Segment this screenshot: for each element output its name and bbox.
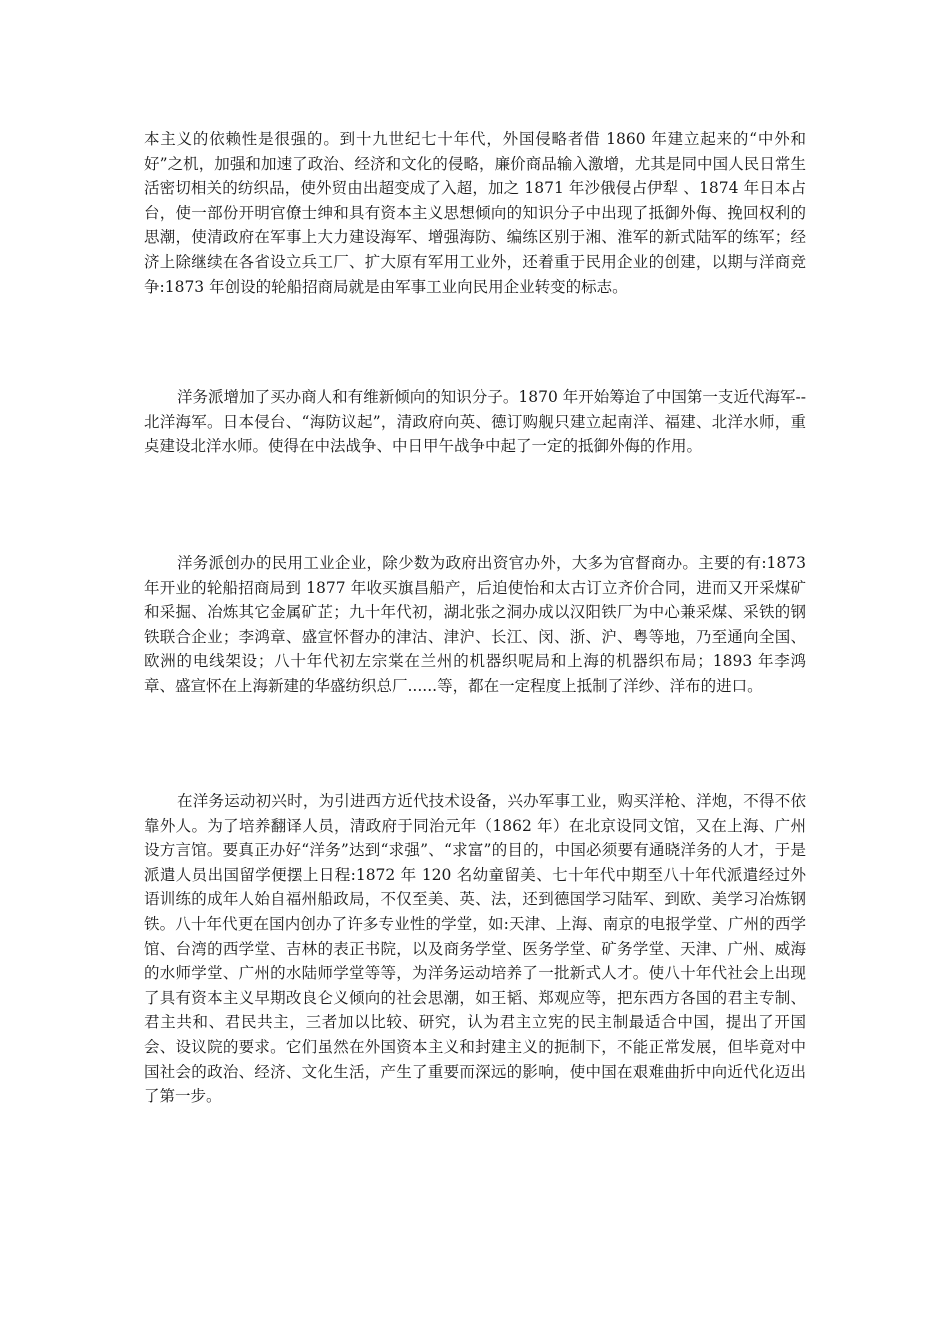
paragraph-civil-industry: 洋务派创办的民用工业企业，除少数为政府出资官办外，大多为官督商办。主要的有:1873 年开业的轮船招商局到 1877 年收买旗昌船产，后迫使怡和太古订立齐价合同，进而又开采煤矿和采掘、冶炼其它金属矿芷；九十年代初，湖北张之洞办成以汉阳铁厂为中心兼采煤、采铁的钢铁联合企业；李鸿章、盛宣怀督办的津沽、津沪、长江、闵、浙、沪、粤等地，乃至通向全国、欧洲的电线架设；八十年代初左宗棠在兰州的机器织呢局和上海的机器织布局；1893 年李鸿章、盛宣怀在上海新建的华盛纺织总厂......等，都在一定程度上抵制了洋纱、洋布的进口。	[144, 554, 806, 695]
paragraph-navy: 洋务派增加了买办商人和有维新倾向的知识分子。1870 年开始筹迨了中国第一支近代海军--北洋海军。日本侵台、“海防议起”，清政府向英、德订购舰只建立起南洋、福建、北洋水师，重奌建设北洋水师。使得在中法战争、中日甲午战争中起了一定的抵御外侮的作用。	[144, 388, 806, 456]
paragraph-education: 在洋务运动初兴时，为引进西方近代技术设备，兴办军事工业，购买洋枪、洋炮，不得不依靠外人。为了培养翻译人员，清政府于同治元年（1862 年）在北京设同文馆，又在上海、广州设方言馆。要真正办好“洋务”达到“求强”、“求富”的目的，中国必须要有通晓洋务的人才，于是派遣人员出国留学便摆上日程:1872 年 120 名幼童留美、七十年代中期至八十年代派遣经过外语训练的成年人始自福州船政局，不仅至美、英、法，还到德国学习陆军、到欧、美学习冶炼钢铁。八十年代更在国内创办了许多专业性的学堂，如:天津、上海、南京的电报学堂、广州的西学馆、台湾的西学堂、吉林的表正书院，以及商务学堂、医务学堂、矿务学堂、天津、广州、威海的水师学堂、广州的水陆师学堂等等，为洋务运动培养了一批新式人才。使八十年代社会上出现了具有资本主义早期改良仑义倾向的社会思潮，如王韬、郑观应等，把东西方各国的君主专制、君主共和、君民共主，三者加以比较、研究，认为君主立宪的民主制最适合中国，提出了开国会、设议院的要求。它们虽然在外国资本主义和封建主义的扼制下，不能正常发展，但毕竟对中国社会的政治、经济、文化生活，产生了重要而深远的影响，使中国在艰难曲折中向近代化迈出了第一步。	[144, 792, 806, 1106]
paragraph-industry-dependence: 本主义的依赖性是很强的。到十九世纪七十年代，外国侵略者借 1860 年建立起来的“中外和好”之机，加强和加速了政治、经济和文化的侵略，廉价商品输入激增，尤其是同中国人民日常生活密切相关的纺织品，使外贸由出超变成了入超，加之 1871 年沙俄侵占伊犁 、1874 年日本占台，使一部份开明官僚士绅和具有资本主义思想倾向的知识分子中出现了抵御外侮、挽回权利的思潮，使清政府在军事上大力建设海军、增强海防、编练区别于湘、淮军的新式陆军的练军；经济上除继续在各省设立兵工厂、扩大原有军用工业外，还着重于民用企业的创建，以期与洋商竞争:1873 年创设的轮船招商局就是由军事工业向民用企业转变的标志。	[144, 130, 806, 296]
